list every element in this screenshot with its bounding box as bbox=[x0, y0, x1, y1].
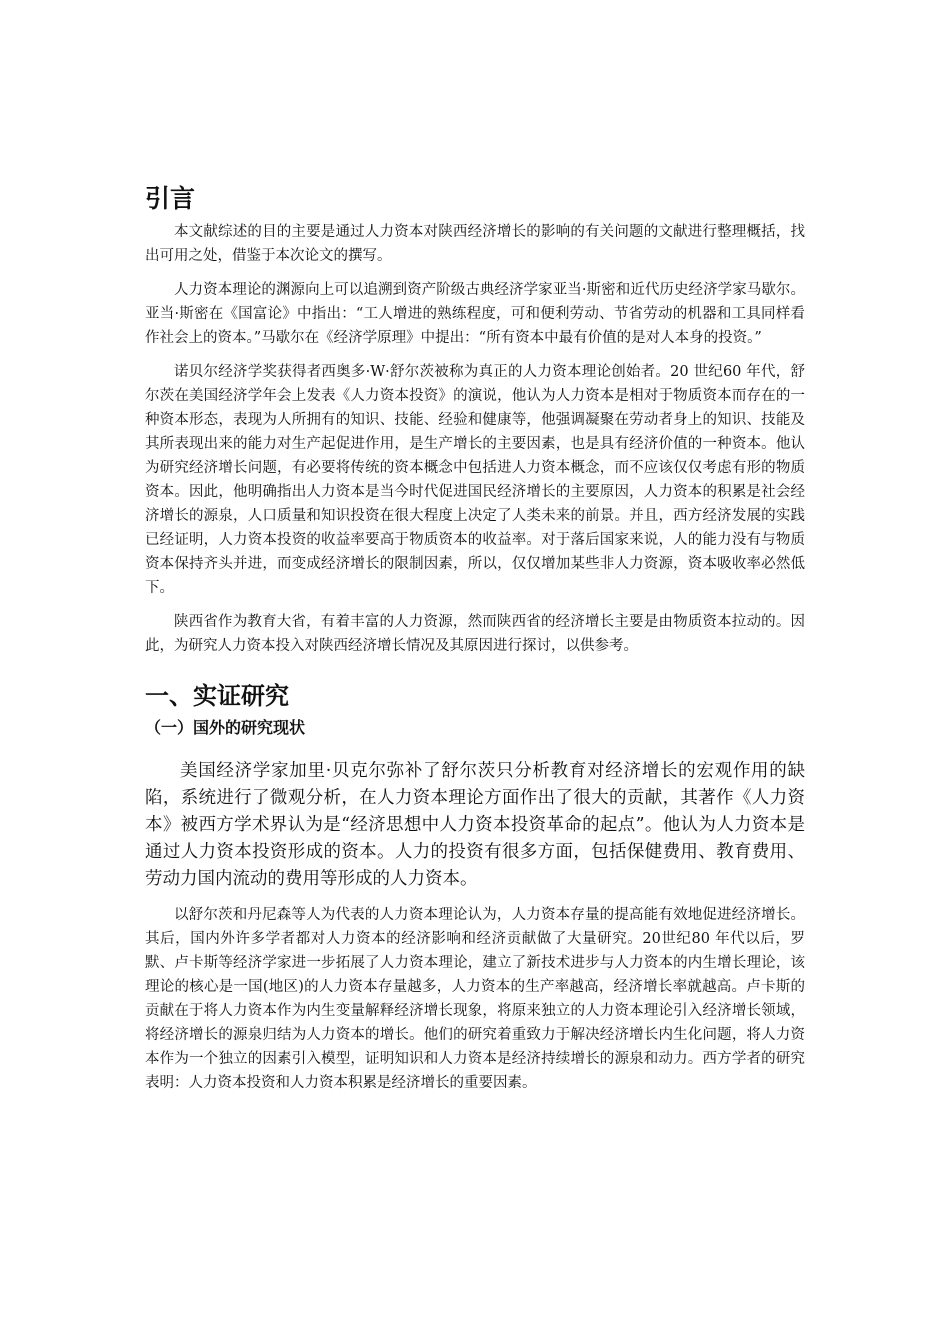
subsection-1-paragraph-1: 美国经济学家加里·贝克尔弥补了舒尔茨只分析教育对经济增长的宏观作用的缺陷，系统进行了微观分析，在人力资本理论方面作出了很大的贡献，其著作《人力资本》被西方学术界认为是“经济思想中人力资本投资革命的起点”。他认为人力资本是通过人力资本投资形成的资本。人力的投资有很多方面，包括保健费用、教育费用、劳动力国内流动的费用等形成的人力资本。 bbox=[145, 761, 805, 889]
document-page bbox=[145, 182, 805, 1095]
intro-paragraph-4: 陕西省作为教育大省，有着丰富的人力资源，然而陕西省的经济增长主要是由物质资本拉动的。因此，为研究人力资本投入对陕西经济增长情况及其原因进行探讨，以供参考。 bbox=[145, 614, 805, 654]
intro-heading: 引言 bbox=[145, 184, 196, 213]
intro-paragraph-1: 本文献综述的目的主要是通过人力资本对陕西经济增长的影响的有关问题的文献进行整理概括，找出可用之处，借鉴于本次论文的撰写。 bbox=[145, 224, 805, 264]
section-1-heading: 一、实证研究 bbox=[145, 682, 289, 710]
subsection-1-paragraph-2: 以舒尔茨和丹尼森等人为代表的人力资本理论认为，人力资本存量的提高能有效地促进经济增长。其后，国内外许多学者都对人力资本的经济影响和经济贡献做了大量研究。20世纪80 年代以后，罗默、卢卡斯等经济学家进一步拓展了人力资本理论，建立了新技术进步与人力资本的内生增长理论，该理论的核心是一国(地区)的人力资本存量越多，人力资本的生产率越高，经济增长率就越高。卢卡斯的贡献在于将人力资本作为内生变量解释经济增长现象，将原来独立的人力资本理论引入经济增长领域，将经济增长的源泉归结为人力资本的增长。他们的研究着重致力于解决经济增长内生化问题，将人力资本作为一个独立的因素引入模型，证明知识和人力资本是经济持续增长的源泉和动力。西方学者的研究表明：人力资本投资和人力资本积累是经济增长的重要因素。 bbox=[145, 907, 805, 1091]
intro-paragraph-3: 诺贝尔经济学奖获得者西奥多·W·舒尔茨被称为真正的人力资本理论创始者。20 世纪60 年代，舒尔茨在美国经济学年会上发表《人力资本投资》的演说，他认为人力资本是相对于物质资本而存在的一种资本形态，表现为人所拥有的知识、技能、经验和健康等，他强调凝聚在劳动者身上的知识、技能及其所表现出来的能力对生产起促进作用，是生产增长的主要因素，也是具有经济价值的一种资本。他认为研究经济增长问题，有必要将传统的资本概念中包括进人力资本概念，而不应该仅仅考虑有形的物质资本。因此，他明确指出人力资本是当今时代促进国民经济增长的主要原因，人力资本的积累是社会经济增长的源泉，人口质量和知识投资在很大程度上决定了人类未来的前景。并且，西方经济发展的实践已经证明，人力资本投资的收益率要高于物质资本的收益率。对于落后国家来说，人的能力没有与物质资本保持齐头并进，而变成经济增长的限制因素，所以，仅仅增加某些非人力资源，资本吸收率必然低下。 bbox=[145, 364, 805, 596]
intro-paragraph-2: 人力资本理论的渊源向上可以追溯到资产阶级古典经济学家亚当·斯密和近代历史经济学家马歇尔。亚当·斯密在《国富论》中指出：“工人增进的熟练程度，可和便利劳动、节省劳动的机器和工具同样看作社会上的资本。”马歇尔在《经济学原理》中提出：“所有资本中最有价值的是对人本身的投资。” bbox=[145, 282, 805, 346]
subsection-1-heading: （一）国外的研究现状 bbox=[145, 718, 306, 737]
